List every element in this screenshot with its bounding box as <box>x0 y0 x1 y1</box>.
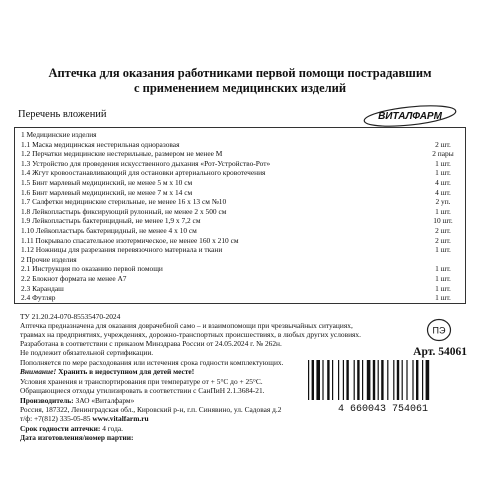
item-name: 2 Прочие изделия <box>21 254 77 264</box>
item-qty: 1 шт. <box>435 274 451 283</box>
barcode-bar <box>357 360 359 400</box>
item-qty: 1 шт. <box>435 158 451 168</box>
item-name: 1.1 Маска медицинская нестерильная одноразовая <box>21 139 180 149</box>
table-row <box>15 226 465 235</box>
item-name: 1.4 Жгут кровоостанавливающий для остановки артериального кровотечения <box>21 168 266 178</box>
barcode-bar <box>397 360 399 400</box>
shelf-life-line <box>20 424 123 433</box>
contents-table <box>14 127 466 304</box>
address-line: Россия, 187322, Ленинградская обл., Кировский р-н, г.п. Синявино, ул. Садовая д.2 <box>20 405 282 414</box>
cert-line: Не подлежит обязательной сертификации. <box>20 348 154 357</box>
purpose-line-2: травмах на предприятиях, учреждениях, дорожно-транспортных происшествиях, в любых других условиях. <box>20 330 361 339</box>
table-row <box>15 140 465 149</box>
table-row <box>15 130 465 139</box>
item-qty: 4 шт. <box>435 187 451 197</box>
item-name: 2.4 Футляр <box>21 293 56 303</box>
shelf-value: 4 года. <box>100 424 123 433</box>
item-qty: 2 шт. <box>435 235 451 245</box>
item-name: 1 Медицинские изделия <box>21 130 97 139</box>
barcode-bar <box>402 360 403 400</box>
barcode-bar <box>412 360 413 400</box>
item-name: 1.3 Устройство для проведения искусственного дыхания «Рот-Устройство-Рот» <box>21 158 271 168</box>
pe-recycling-icon <box>426 318 452 342</box>
item-qty: 1 шт. <box>435 283 451 293</box>
barcode-bar <box>381 360 383 400</box>
table-row <box>15 245 465 254</box>
barcode-bar <box>393 360 394 400</box>
barcode-bar <box>332 360 333 400</box>
table-row <box>15 255 465 264</box>
barcode-bar <box>406 360 407 400</box>
item-name: 1.11 Покрывало спасательное изотермическое, не менее 160 х 210 см <box>21 235 239 245</box>
barcode-bar <box>316 360 320 400</box>
item-name: 1.7 Салфетки медицинские стерильные, не менее 16 х 13 см №10 <box>21 197 227 207</box>
item-name: 2.1 Инструкция по оказанию первой помощи <box>21 264 163 274</box>
table-row <box>15 293 465 302</box>
barcode-bar <box>354 360 355 400</box>
contacts-site: www.vitalfarm.ru <box>92 414 149 423</box>
contacts-line <box>20 414 149 423</box>
storage-line-1: Условия хранения и транспортирования при температуре от + 5°С до + 25°С. <box>20 377 263 386</box>
vitalfarm-logo <box>360 102 460 128</box>
batch-line <box>20 433 133 442</box>
barcode-digits: 4 660043 754061 <box>337 404 429 414</box>
barcode <box>302 358 464 414</box>
title-line-1: Аптечка для оказания работниками первой помощи пострадавшим <box>48 66 432 80</box>
item-qty: 2 уп. <box>435 197 451 207</box>
pe-mark-text: ПЭ <box>432 325 446 336</box>
article-number: Арт. 54061 <box>413 346 467 358</box>
item-qty: 1 шт. <box>435 264 451 274</box>
barcode-bar <box>373 360 375 400</box>
batch-label: Дата изготовления/номер партии: <box>20 433 134 442</box>
item-name: 2.2 Блокнот формата не менее А7 <box>21 274 127 283</box>
producer-line <box>20 396 134 405</box>
item-qty: 1 шт. <box>435 168 451 178</box>
item-qty: 2 шт. <box>435 226 451 235</box>
producer-name: ЗАО «Виталфарм» <box>73 396 135 405</box>
table-row <box>15 264 465 273</box>
shelf-label: Срок годности аптечки: <box>20 424 101 433</box>
barcode-bar <box>308 360 309 400</box>
logo-text: ВИТАЛФАРМ <box>378 111 442 122</box>
table-row <box>15 178 465 187</box>
barcode-bar <box>367 360 371 400</box>
table-row <box>15 236 465 245</box>
item-name: 1.12 Ножницы для разрезания перевязочного материала и ткани <box>21 245 223 255</box>
item-qty: 10 шт. <box>433 216 453 226</box>
table-row <box>15 274 465 283</box>
item-name: 1.10 Лейкопластырь бактерицидный, не менее 4 х 10 см <box>21 226 197 235</box>
item-qty: 2 пары <box>432 149 454 159</box>
table-row <box>15 216 465 225</box>
producer-label: Производитель: <box>20 396 74 405</box>
item-name: 1.9 Лейкопластырь бактерицидный, не менее 1,9 х 7,2 см <box>21 216 201 226</box>
table-row <box>15 159 465 168</box>
barcode-bar <box>422 360 423 400</box>
table-row <box>15 168 465 177</box>
barcode-bar <box>362 360 363 400</box>
item-qty: 1 шт. <box>435 293 451 303</box>
item-name: 1.6 Бинт марлевый медицинский, не менее 7 м х 14 см <box>21 187 193 197</box>
attention-label: Внимание! <box>20 367 57 376</box>
barcode-bar <box>416 360 418 400</box>
storage-line-2: Обращающиеся отходы утилизировать в соответствии с СанПиН 2.1.3684-21. <box>20 386 265 395</box>
item-name: 1.8 Лейкопластырь фиксирующий рулонный, не менее 2 х 500 см <box>21 206 227 216</box>
attention-text: Хранить в недоступном для детей месте! <box>56 367 195 376</box>
barcode-bar <box>327 360 329 400</box>
table-row <box>15 284 465 293</box>
item-name: 1.5 Бинт марлевый медицинский, не менее 5 м х 10 см <box>21 178 193 187</box>
item-qty: 1 шт. <box>435 245 451 255</box>
barcode-bar <box>426 360 430 400</box>
table-row <box>15 149 465 158</box>
barcode-bar <box>322 360 323 400</box>
barcode-bar <box>387 360 388 400</box>
table-row <box>15 188 465 197</box>
item-qty: 1 шт. <box>435 206 451 216</box>
tu-line: ТУ 21.20.24-070-85535470-2024 <box>20 312 121 321</box>
item-qty: 4 шт. <box>435 178 451 187</box>
title-line-2: с применением медицинских изделий <box>133 81 347 95</box>
item-qty: 2 шт. <box>435 139 451 149</box>
barcode-bar <box>338 360 339 400</box>
barcode-bar <box>312 360 314 400</box>
item-name: 1.2 Перчатки медицинские нестерильные, размером не менее M <box>21 149 223 159</box>
purpose-line-1: Аптечка предназначена для оказания доврачебной само – и взаимопомощи при чрезвычайных ситуациях, <box>20 321 353 330</box>
barcode-bar <box>346 360 348 400</box>
attention-line <box>20 367 194 376</box>
contacts-phone: т/ф: +7(812) 335-05-85 <box>20 414 93 423</box>
barcode-bar <box>343 360 344 400</box>
refill-line: Пополняется по мере расходования или истечения срока годности комплектующих. <box>20 358 284 367</box>
table-row <box>15 197 465 206</box>
barcode-bar <box>378 360 379 400</box>
section-heading: Перечень вложений <box>18 109 107 120</box>
item-name: 2.3 Карандаш <box>21 283 64 293</box>
order-line: Разработана в соответствии с приказом Минздрава России от 24.05.2024 г. № 262н. <box>20 339 282 348</box>
table-row <box>15 207 465 216</box>
